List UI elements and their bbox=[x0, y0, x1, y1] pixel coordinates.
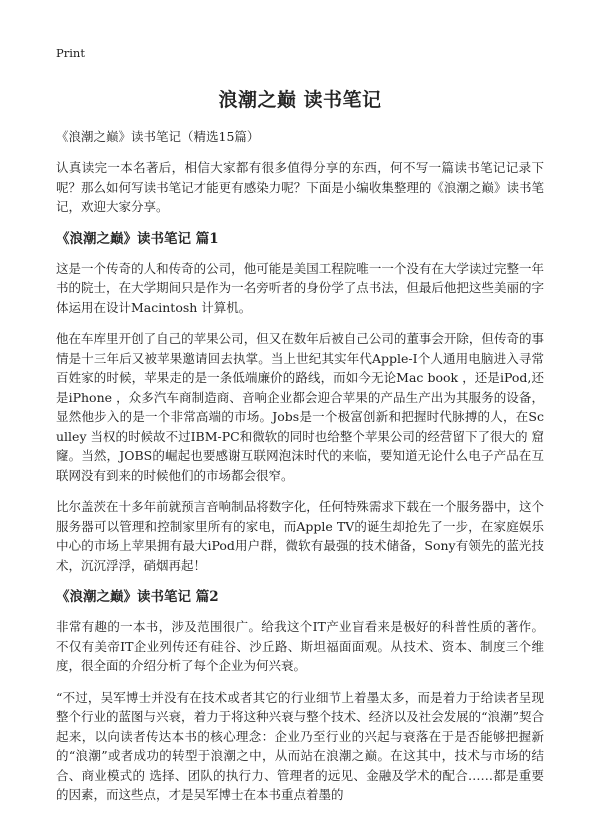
section-2-paragraph-1: 非常有趣的一本书，涉及范围很广。给我这个IT产业盲看来是极好的科普性质的著作。不仅有美帝IT企业列传还有硅谷、沙丘路、斯坦福面面观。从技术、资本、制度三个维度，很全面的介绍分析了每个企业为何兴衰。 bbox=[56, 619, 544, 673]
section-2-paragraph-2: “不过，吴军博士并没有在技术或者其它的行业细节上着墨太多，而是着力于给读者呈现整个行业的蓝图与兴衰，着力于将这种兴衰与整个技术、经济以及社会发展的“浪潮”契合起来，以向读者传达本书的核心理念：企业乃至行业的兴起与衰落在于是否能够把握新的“浪潮”或者成功的转型于浪潮之中，从而站在浪潮之巅。在这其中，技术与市场的结合、商业模式的 选择、团队的执行力、管理者的远见、金融及学术的配合……都是重要的因素，而这些点，才是吴军博士在本书重点着墨的 bbox=[56, 689, 544, 802]
document-title: 浪潮之巅 读书笔记 bbox=[218, 89, 382, 111]
document-subtitle: 《浪潮之巅》读书笔记（精选15篇） bbox=[56, 129, 260, 144]
print-link[interactable]: Print bbox=[56, 46, 85, 60]
section-1-paragraph-2: 他在车库里开创了自己的苹果公司，但又在数年后被自己公司的董事会开除，但传奇的事情是十三年后又被苹果邀请回去执掌。当上世纪其实年代Apple-I个人通用电脑进入寻常百姓家的时候，苹果走的是一条低端廉价的路线，而如今无论Mac book ，还是iPod,还是iPhone ，众多汽车商制造商、音响企业都会迎合苹果的产品生产出为其服务的设备，显然他步入的是一个非常高端的市场。Jobs是一个极富创新和把握时代脉搏的人，在Sculley 当权的时候故不过IBM-PC和微软的同时也给整个苹果公司的经营留下了很大的 窟窿。当然，JOBS的崛起也要感谢互联网泡沫时代的来临，要知道无论什么电子产品在互联网没有到来的时候他们的市场都会很窄。 bbox=[56, 331, 544, 483]
section-2-heading: 《浪潮之巅》读书笔记 篇2 bbox=[56, 589, 219, 605]
section-1-paragraph-3: 比尔盖茨在十多年前就预言音响制品将数字化，任何特殊需求下载在一个服务器中，这个服务器可以管理和控制家里所有的家电，而Apple TV的诞生却抢先了一步，在家庭娱乐中心的市场上苹果拥有最大iPod用户群，微软有最强的技术储备，Sony有领先的蓝光技术，沉沉浮浮，硝烟再起！ bbox=[56, 499, 544, 573]
intro-paragraph: 认真读完一本名著后，相信大家都有很多值得分享的东西，何不写一篇读书笔记记录下呢？那么如何写读书笔记才能更有感染力呢？下面是小编收集整理的《浪潮之巅》读书笔记，欢迎大家分享。 bbox=[56, 160, 544, 214]
section-1-paragraph-1: 这是一个传奇的人和传奇的公司，他可能是美国工程院唯一一个没有在大学读过完整一年书的院士，在大学期间只是作为一名旁听者的身份学了点书法，但最后他把这些美丽的字体运用在设计Macintosh 计算机。 bbox=[56, 260, 544, 315]
section-1-heading: 《浪潮之巅》读书笔记 篇1 bbox=[56, 230, 219, 247]
